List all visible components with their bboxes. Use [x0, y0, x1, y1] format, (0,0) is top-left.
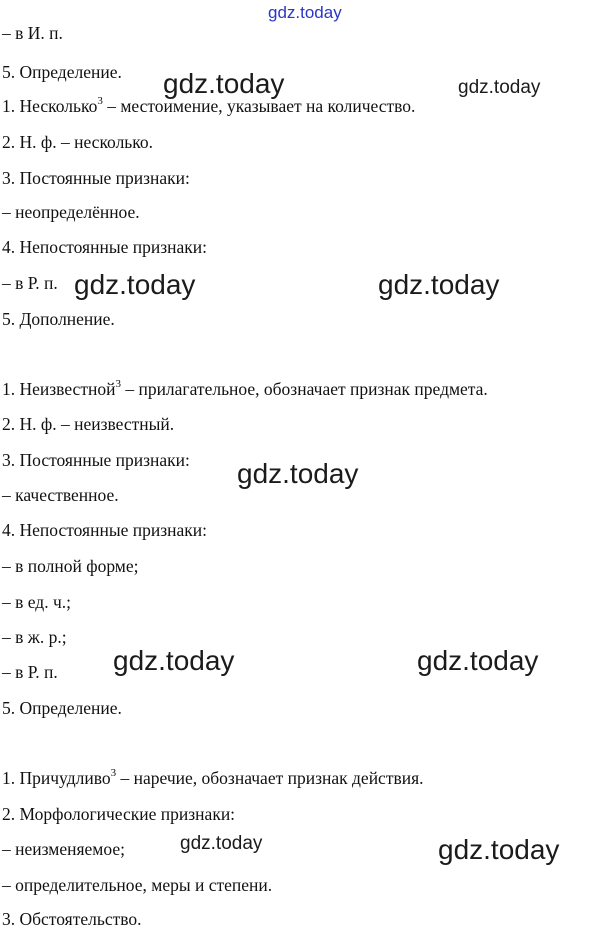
text-line: – в ед. ч.;: [2, 592, 71, 612]
watermark: gdz.today: [268, 3, 342, 22]
text-line: 2. Н. ф. – неизвестный.: [2, 414, 175, 434]
footnote-mark: 3: [110, 767, 117, 780]
text-line: 3. Обстоятельство.: [2, 909, 142, 929]
text-line: 3. Постоянные признаки:: [2, 450, 190, 470]
text-line: 5. Определение.: [2, 698, 122, 718]
watermark: gdz.today: [438, 834, 560, 865]
text-line: – неизменяемое;: [2, 839, 125, 859]
text-line: 2. Н. ф. – несколько.: [2, 132, 154, 152]
footnote-mark: 3: [97, 95, 103, 108]
text-line: – в Р. п.: [2, 273, 58, 293]
line-prefix: 1. Причудливо: [2, 768, 111, 788]
watermark: gdz.today: [458, 77, 541, 98]
watermark: gdz.today: [113, 645, 235, 676]
text-line: [2, 767, 424, 789]
text-line: 4. Непостоянные признаки:: [2, 237, 207, 257]
text-line: 4. Непостоянные признаки:: [2, 520, 207, 540]
text-line: 5. Дополнение.: [2, 309, 115, 329]
line-prefix: 1. Неизвестной: [2, 379, 116, 399]
text-line: – в Р. п.: [2, 662, 58, 682]
text-line: – определительное, меры и степени.: [2, 875, 273, 895]
text-line: – качественное.: [2, 485, 119, 505]
line-rest: – местоимение, указывает на количество.: [102, 96, 416, 116]
text-line: – неопределённое.: [2, 202, 140, 222]
text-line: [2, 378, 488, 400]
line-rest: – прилагательное, обозначает признак предмета.: [120, 379, 488, 399]
text-line: – в полной форме;: [2, 556, 139, 576]
line-prefix: 1. Несколько: [2, 96, 98, 116]
footnote-mark: 3: [115, 378, 121, 391]
watermark: gdz.today: [163, 68, 285, 99]
line-rest: – наречие, обозначает признак действия.: [116, 768, 424, 788]
watermark: gdz.today: [180, 833, 263, 854]
watermark: gdz.today: [378, 269, 500, 300]
text-line: 5. Определение.: [2, 62, 122, 82]
watermark: gdz.today: [74, 269, 196, 300]
text-line: – в ж. р.;: [2, 627, 67, 647]
text-line: – в И. п.: [2, 23, 63, 43]
text-line: 2. Морфологические признаки:: [2, 804, 236, 824]
text-line: 3. Постоянные признаки:: [2, 168, 190, 188]
watermark: gdz.today: [237, 458, 359, 489]
watermark: gdz.today: [417, 645, 539, 676]
